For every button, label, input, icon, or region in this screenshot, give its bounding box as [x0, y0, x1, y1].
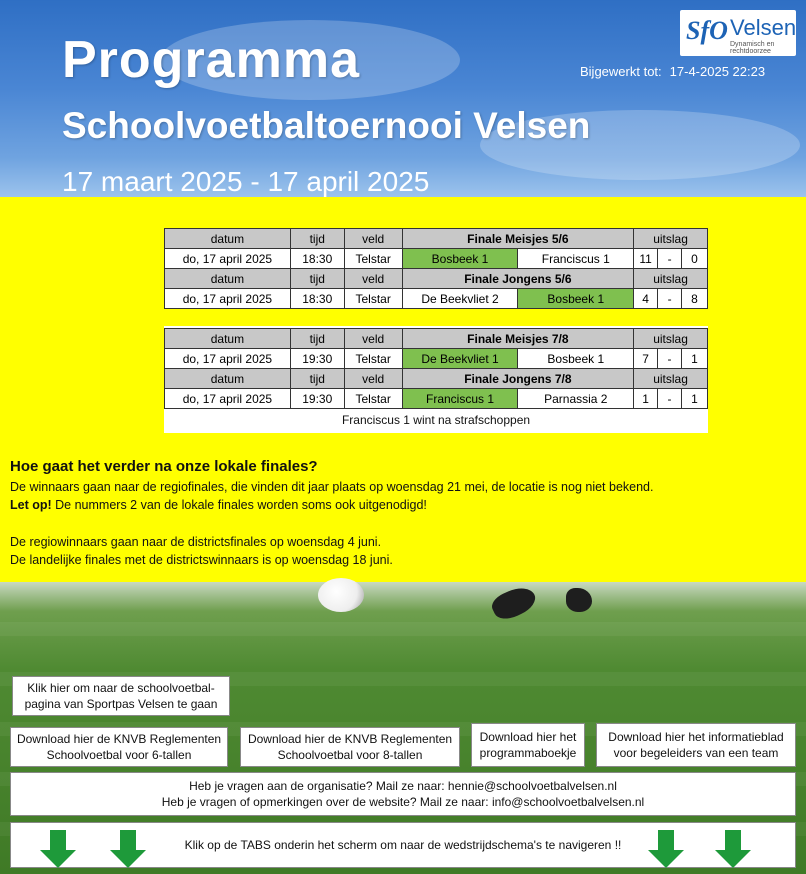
finals-table-5-6 — [164, 228, 708, 309]
cell-away-team: Bosbeek 1 — [518, 349, 634, 369]
cell-away-team: Parnassia 2 — [518, 389, 634, 409]
page-subtitle: Schoolvoetbaltoernooi Velsen — [62, 105, 591, 146]
cell-home-team: Franciscus 1 — [402, 389, 518, 409]
cell-home-team: De Beekvliet 1 — [402, 349, 518, 369]
cell-score-home: 7 — [634, 349, 658, 369]
cell-score-home: 1 — [634, 389, 658, 409]
cell-veld: Telstar — [344, 389, 402, 409]
cell-tijd: 18:30 — [290, 249, 344, 269]
cell-score-sep: - — [658, 389, 682, 409]
header-tijd: tijd — [290, 269, 344, 289]
header-match-title: Finale Jongens 7/8 — [402, 369, 634, 389]
download-knvb-6-button[interactable]: Download hier de KNVB Reglementen Schoolvoetbal voor 6-tallen — [10, 727, 228, 767]
logo-mark: SfO — [686, 16, 728, 45]
header-datum: datum — [165, 269, 291, 289]
info-line-3: De regiowinnaars gaan naar de districtsfinales op woensdag 4 juni. — [10, 535, 382, 549]
tabs-hint-text: Klik op de TABS onderin het scherm om naar de wedstrijdschema's te navigeren !! — [184, 838, 622, 852]
contact-organisatie[interactable]: Heb je vragen aan de organisatie? Mail ze naar: hennie@schoolvoetbalvelsen.nl — [189, 779, 617, 793]
letop-label: Let op! — [10, 498, 52, 512]
header-veld: veld — [344, 229, 402, 249]
header-veld: veld — [344, 269, 402, 289]
logo-name: Velsen — [730, 15, 797, 40]
cell-score-home: 4 — [634, 289, 658, 309]
table-header-row — [165, 329, 708, 349]
cell-datum: do, 17 april 2025 — [165, 249, 291, 269]
download-begeleiders-button[interactable]: Download hier het informatieblad voor begeleiders van een team — [596, 723, 796, 767]
grass-stripe — [0, 622, 806, 636]
header-datum: datum — [165, 369, 291, 389]
cell-score-home: 11 — [634, 249, 658, 269]
contact-box — [10, 772, 796, 816]
football-boot-image — [566, 588, 592, 612]
page-title: Programma — [62, 31, 360, 89]
info-line-1: De winnaars gaan naar de regiofinales, die vinden dit jaar plaats op woensdag 21 mei, de locatie is nog niet bekend. — [10, 480, 654, 494]
cell-home-team: Bosbeek 1 — [402, 249, 518, 269]
updated-label: Bijgewerkt tot: — [580, 64, 662, 79]
info-line-4: De landelijke finales met de districtswinnaars is op woensdag 18 juni. — [10, 553, 393, 567]
info-line-2 — [10, 498, 427, 512]
down-arrow-icon — [715, 830, 751, 868]
cell-home-team: De Beekvliet 2 — [402, 289, 518, 309]
cell-score-away: 8 — [682, 289, 708, 309]
cell-veld: Telstar — [344, 349, 402, 369]
cell-score-sep: - — [658, 289, 682, 309]
sportpas-link-button[interactable]: Klik hier om naar de schoolvoetbal-pagina van Sportpas Velsen te gaan — [12, 676, 230, 716]
header-banner — [0, 0, 806, 197]
cell-score-away: 1 — [682, 349, 708, 369]
info-heading: Hoe gaat het verder na onze lokale finales? — [10, 458, 318, 475]
header-match-title: Finale Jongens 5/6 — [402, 269, 634, 289]
header-tijd: tijd — [290, 229, 344, 249]
football-image — [318, 578, 364, 612]
cell-tijd: 19:30 — [290, 349, 344, 369]
cell-tijd: 19:30 — [290, 389, 344, 409]
penalty-note: Franciscus 1 wint na strafschoppen — [341, 413, 531, 427]
header-datum: datum — [165, 329, 291, 349]
header-uitslag: uitslag — [634, 269, 708, 289]
updated-value: 17-4-2025 22:23 — [669, 64, 766, 79]
down-arrow-icon — [648, 830, 684, 868]
down-arrow-icon — [110, 830, 146, 868]
cell-score-away: 0 — [682, 249, 708, 269]
table-row — [165, 249, 708, 269]
finals-table-7-8 — [164, 328, 708, 409]
table-header-row — [165, 229, 708, 249]
cell-tijd: 18:30 — [290, 289, 344, 309]
header-tijd: tijd — [290, 369, 344, 389]
header-match-title: Finale Meisjes 5/6 — [402, 229, 634, 249]
header-match-title: Finale Meisjes 7/8 — [402, 329, 634, 349]
cell-score-away: 1 — [682, 389, 708, 409]
header-veld: veld — [344, 369, 402, 389]
header-veld: veld — [344, 329, 402, 349]
cell-datum: do, 17 april 2025 — [165, 349, 291, 369]
contact-website[interactable]: Heb je vragen of opmerkingen over de website? Mail ze naar: info@schoolvoetbalvelsen.nl — [161, 795, 645, 809]
cell-away-team: Franciscus 1 — [518, 249, 634, 269]
letop-text: De nummers 2 van de lokale finales worden soms ook uitgenodigd! — [55, 498, 427, 512]
cell-veld: Telstar — [344, 289, 402, 309]
table-row — [165, 389, 708, 409]
header-tijd: tijd — [290, 329, 344, 349]
table-header-row — [165, 369, 708, 389]
table-header-row — [165, 269, 708, 289]
header-uitslag: uitslag — [634, 329, 708, 349]
cell-veld: Telstar — [344, 249, 402, 269]
sfo-velsen-logo[interactable] — [680, 10, 796, 56]
table-row — [165, 349, 708, 369]
down-arrow-icon — [40, 830, 76, 868]
last-updated — [580, 64, 765, 79]
header-datum: datum — [165, 229, 291, 249]
header-uitslag: uitslag — [634, 369, 708, 389]
cell-score-sep: - — [658, 249, 682, 269]
cell-datum: do, 17 april 2025 — [165, 289, 291, 309]
download-knvb-8-button[interactable]: Download hier de KNVB Reglementen Schoolvoetbal voor 8-tallen — [240, 727, 460, 767]
header-uitslag: uitslag — [634, 229, 708, 249]
logo-tagline: Dynamisch en rechtdoorzee — [730, 41, 775, 55]
cell-away-team: Bosbeek 1 — [518, 289, 634, 309]
table-row — [165, 289, 708, 309]
cell-score-sep: - — [658, 349, 682, 369]
tournament-dates: 17 maart 2025 - 17 april 2025 — [62, 166, 430, 197]
download-programmaboekje-button[interactable]: Download hier het programmaboekje — [471, 723, 585, 767]
cell-datum: do, 17 april 2025 — [165, 389, 291, 409]
